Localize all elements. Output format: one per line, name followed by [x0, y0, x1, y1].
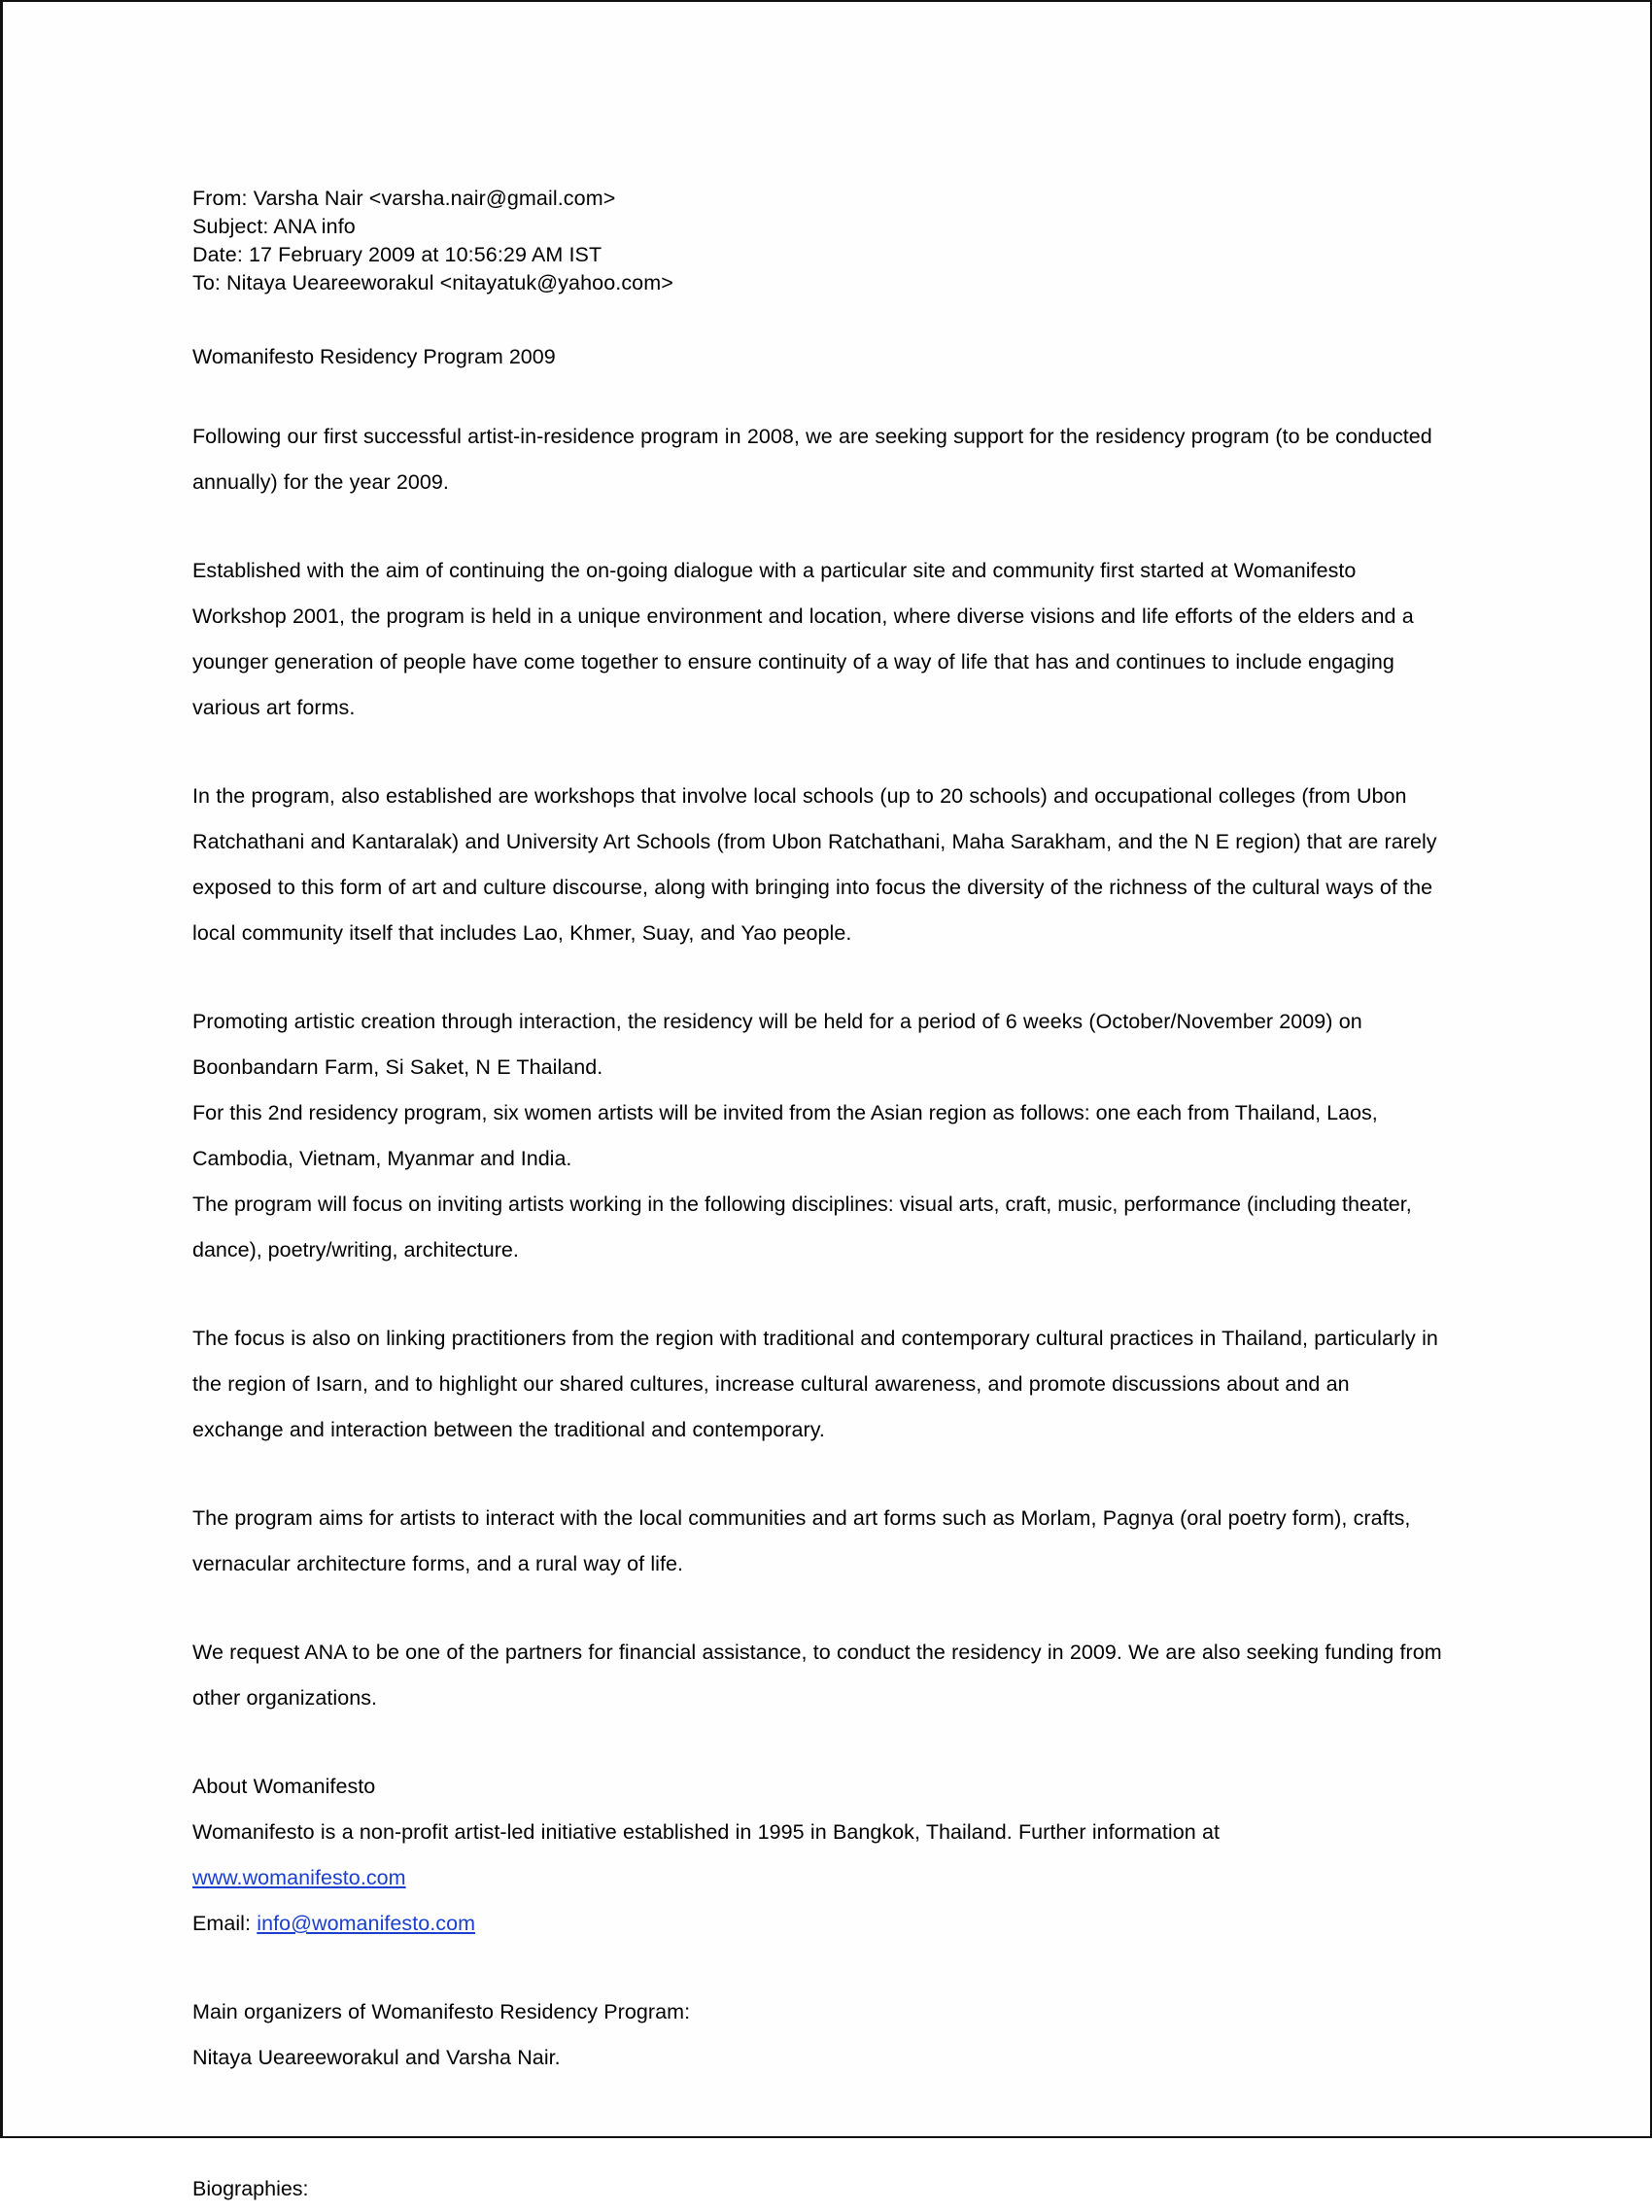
website-link-row: [192, 1855, 1446, 1901]
email-label: Email:: [192, 1912, 258, 1935]
document-title: Womanifesto Residency Program 2009: [192, 345, 556, 368]
email-to-line: To: Nitaya Ueareeworakul <nitayatuk@yahoo.com>: [192, 271, 673, 294]
email-link-row: [192, 1901, 1446, 1947]
email-link[interactable]: info@womanifesto.com: [257, 1912, 476, 1935]
about-text: Womanifesto is a non-profit artist-led initiative established in 1995 in Bangkok, Thailand. Further information at: [192, 1820, 1220, 1844]
paragraph-workshops: In the program, also established are workshops that involve local schools (up to 20 schools) and occupational colleges (from Ubon Ratchathani and Kantaralak) and University Art Schools (from Ubon Ratchathani, Maha Sarakham, and the N E region) that are rarely exposed to this form of art and culture discourse, along with bringing into focus the diversity of the richness of the cultural ways of the local community itself that includes Lao, Khmer, Suay, and Yao people.: [192, 784, 1437, 945]
paragraph-residency-period: Promoting artistic creation through interaction, the residency will be held for a period of 6 weeks (October/November 2009) on Boonbandarn Farm, Si Saket, N E Thailand.: [192, 1010, 1362, 1079]
paragraph-aims: The program aims for artists to interact with the local communities and art forms such as Morlam, Pagnya (oral poetry form), crafts, vernacular architecture forms, and a rural way of life.: [192, 1506, 1411, 1575]
organizers-section: [192, 1989, 1446, 2081]
paragraph-request: We request ANA to be one of the partners for financial assistance, to conduct the residency in 2009. We are also seeking funding from other organizations.: [192, 1641, 1442, 1710]
paragraph-disciplines: The program will focus on inviting artists working in the following disciplines: visual arts, craft, music, performance (including theater, dance), poetry/writing, architecture.: [192, 1192, 1412, 1262]
paragraph-intro: Following our first successful artist-in-residence program in 2008, we are seeking support for the residency program (to be conducted annually) for the year 2009.: [192, 425, 1432, 494]
about-section: [192, 1764, 1446, 1947]
section-spacer: [192, 2081, 1446, 2166]
email-subject-line: Subject: ANA info: [192, 215, 356, 238]
paper-sheet: [3, 2, 1650, 2200]
about-heading: About Womanifesto: [192, 1775, 376, 1798]
email-header-block: [192, 185, 1446, 297]
website-link[interactable]: www.womanifesto.com: [192, 1866, 406, 1889]
email-date-line: Date: 17 February 2009 at 10:56:29 AM IST: [192, 243, 602, 266]
organizers-names: Nitaya Ueareeworakul and Varsha Nair.: [192, 2046, 561, 2069]
email-from-line: From: Varsha Nair <varsha.nair@gmail.com>: [192, 187, 616, 210]
document-content: [192, 185, 1446, 2212]
organizers-heading: Main organizers of Womanifesto Residency Program:: [192, 2000, 691, 2023]
paragraph-established: Established with the aim of continuing the on-going dialogue with a particular site and community first started at Womanifesto Workshop 2001, the program is held in a unique environment and location, where diverse visions and life efforts of the elders and a younger generation of people have come together to ensure continuity of a way of life that has and continues to include engaging various art forms.: [192, 559, 1414, 719]
paragraph-focus: The focus is also on linking practitioners from the region with traditional and contemporary cultural practices in Thailand, particularly in the region of Isarn, and to highlight our shared cultures, increase cultural awareness, and promote discussions about and an exchange and interaction between the traditional and contemporary.: [192, 1327, 1438, 1441]
biographies-heading: Biographies:: [192, 2177, 309, 2200]
paragraph-artist-selection: For this 2nd residency program, six women artists will be invited from the Asian region as follows: one each from Thailand, Laos, Cambodia, Vietnam, Myanmar and India.: [192, 1101, 1378, 1170]
